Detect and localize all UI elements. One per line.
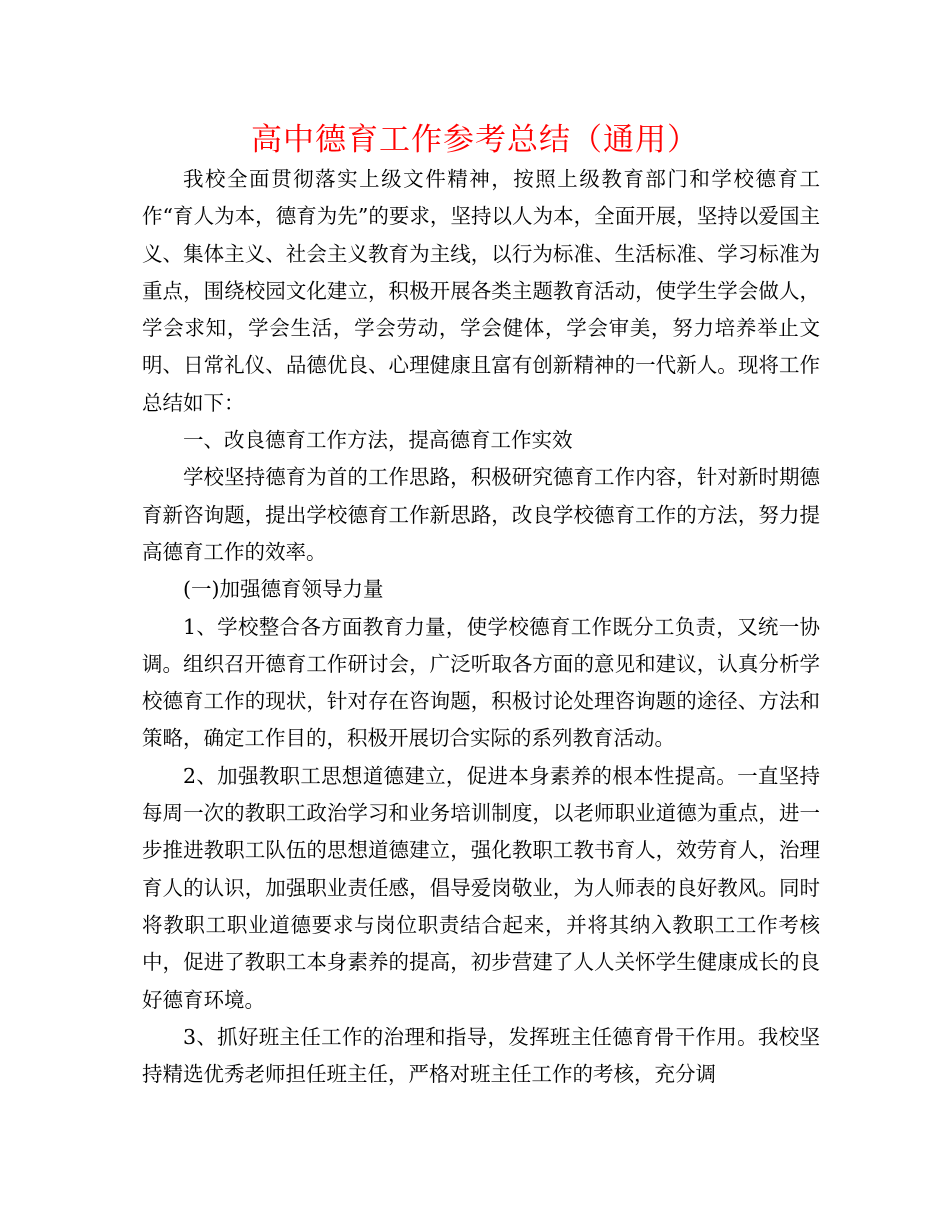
section-heading-1: 一、改良德育工作方法，提高德育工作实效	[183, 428, 573, 453]
paragraph-item-1: 1、学校整合各方面教育力量，使学校德育工作既分工负责，又统一协调。组织召开德育工作研讨会，广泛听取各方面的意见和建议，认真分析学校德育工作的现状，针对存在咨询题，积极讨论处理咨询题的途径、方法和策略，确定工作目的，积极开展切合实际的系列教育活动。	[142, 614, 820, 751]
paragraph-intro: 我校全面贯彻落实上级文件精神，按照上级教育部门和学校德育工作“育人为本，德育为先”的要求，坚持以人为本，全面开展，坚持以爱国主义、集体主义、社会主义教育为主线，以行为标准、生活标准、学习标准为重点，围绕校园文化建立，积极开展各类主题教育活动，使学生学会做人，学会求知，学会生活，学会劳动，学会健体，学会审美，努力培养举止文明、日常礼仪、品德优良、心理健康且富有创新精神的一代新人。现将工作总结如下：	[142, 167, 820, 415]
paragraph-item-2: 2、加强教职工思想道德建立，促进本身素养的根本性提高。一直坚持每周一次的教职工政治学习和业务培训制度，以老师职业道德为重点，进一步推进教职工队伍的思想道德建立，强化教职工教书育人，效劳育人，治理育人的认识，加强职业责任感，倡导爱岗敬业，为人师表的良好教风。同时将教职工职业道德要求与岗位职责结合起来，并将其纳入教职工工作考核中，促进了教职工本身素养的提高，初步营建了人人关怀学生健康成长的良好德育环境。	[142, 763, 820, 1012]
subsection-heading-1: (一)加强德育领导力量	[183, 577, 384, 602]
document-title: 高中德育工作参考总结（通用）	[251, 122, 699, 158]
document-body	[142, 161, 820, 1093]
paragraph-item-3: 3、抓好班主任工作的治理和指导，发挥班主任德育骨干作用。我校坚持精选优秀老师担任班主任，严格对班主任工作的考核，充分调	[142, 1024, 820, 1087]
paragraph-section-1: 学校坚持德育为首的工作思路，积极研究德育工作内容，针对新时期德育新咨询题，提出学校德育工作新思路，改良学校德育工作的方法，努力提高德育工作的效率。	[142, 465, 820, 564]
